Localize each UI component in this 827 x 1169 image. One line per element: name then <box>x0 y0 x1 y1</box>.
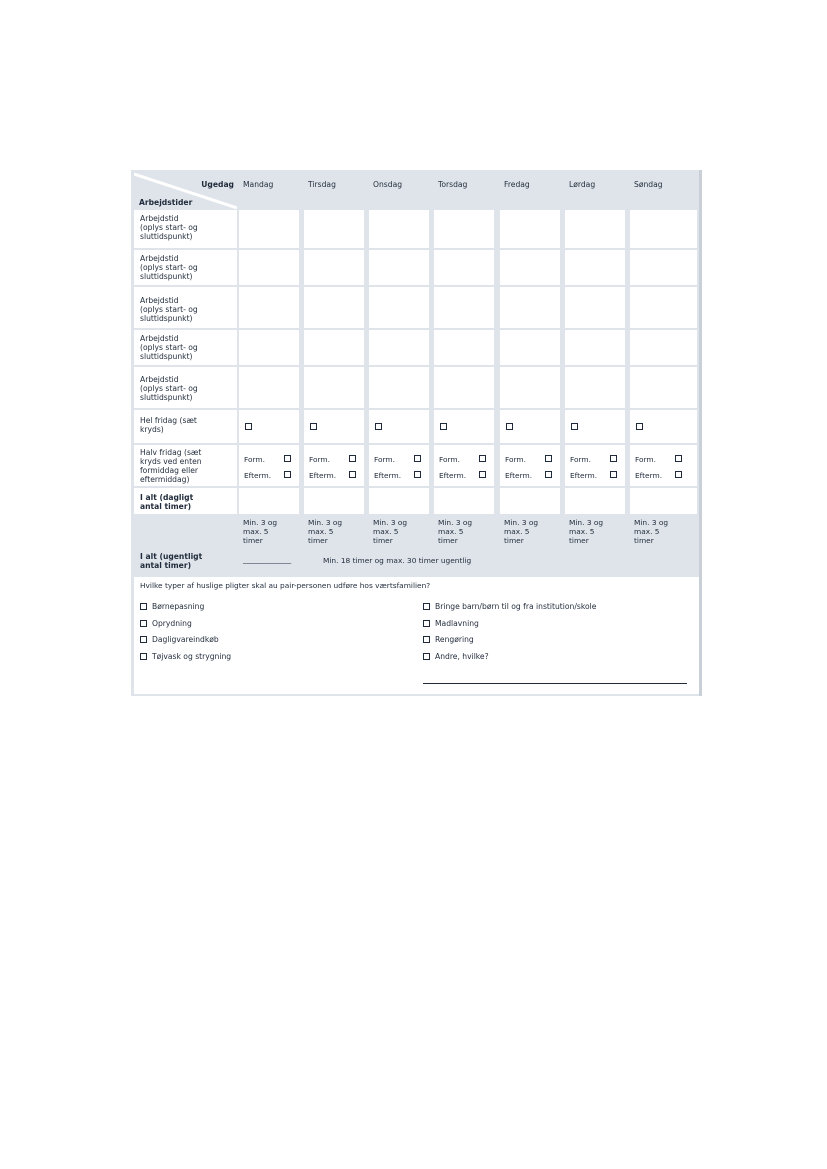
worktime-input[interactable] <box>304 330 364 365</box>
worktime-input[interactable] <box>369 330 429 365</box>
worktime-input[interactable] <box>500 250 560 285</box>
day-off-checkbox[interactable] <box>310 423 317 430</box>
half-day-off-label-cell <box>134 445 237 486</box>
weekly-total-label: I alt (ugentligt antal timer) <box>140 552 203 570</box>
day-off-cell <box>369 410 429 443</box>
duty-label: Oprydning <box>152 619 192 628</box>
worktime-input[interactable] <box>630 330 697 365</box>
half-day-off-cell <box>565 445 625 486</box>
duty-checkbox[interactable] <box>140 603 147 610</box>
daily-total-input[interactable] <box>565 488 625 514</box>
duty-checkbox[interactable] <box>423 603 430 610</box>
morning-label: Form. <box>309 455 330 464</box>
worktime-input[interactable] <box>369 287 429 328</box>
duty-label: Rengøring <box>435 635 474 644</box>
day-off-checkbox[interactable] <box>375 423 382 430</box>
worktime-input[interactable] <box>304 210 364 248</box>
worktime-input[interactable] <box>434 210 494 248</box>
worktime-label: Arbejdstid (oplys start- og sluttidspunkt) <box>140 334 198 361</box>
duty-bringe-barn[interactable] <box>423 602 596 611</box>
weekday-header-label: Ugedag <box>201 180 234 189</box>
afternoon-label: Efterm. <box>244 471 272 480</box>
day-header-torsdag: Torsdag <box>438 180 468 189</box>
duty-andre[interactable] <box>423 652 489 661</box>
worktime-input[interactable] <box>500 330 560 365</box>
day-off-cell <box>565 410 625 443</box>
day-off-checkbox[interactable] <box>245 423 252 430</box>
duty-madlavning[interactable] <box>423 619 479 628</box>
afternoon-label: Efterm. <box>505 471 533 480</box>
duty-checkbox[interactable] <box>140 636 147 643</box>
day-header-lordag: Lørdag <box>569 180 596 189</box>
morning-checkbox[interactable] <box>414 455 421 462</box>
worktime-label-cell <box>134 210 237 248</box>
worktime-label-cell <box>134 287 237 328</box>
morning-checkbox[interactable] <box>284 455 291 462</box>
half-day-off-label: Halv fridag (sæt kryds ved enten formiddag eller eftermiddag) <box>140 448 202 484</box>
worktime-input[interactable] <box>239 330 299 365</box>
worktime-input[interactable] <box>239 250 299 285</box>
half-day-off-cell <box>500 445 560 486</box>
afternoon-checkbox[interactable] <box>675 471 682 478</box>
afternoon-label: Efterm. <box>439 471 467 480</box>
half-day-off-cell <box>304 445 364 486</box>
daily-hint: Min. 3 og max. 5 timer <box>373 518 408 545</box>
worktime-input[interactable] <box>630 367 697 408</box>
afternoon-label: Efterm. <box>374 471 402 480</box>
weekly-total-hint: Min. 18 timer og max. 30 timer ugentlig <box>323 556 472 565</box>
afternoon-checkbox[interactable] <box>610 471 617 478</box>
worktime-input[interactable] <box>500 287 560 328</box>
duty-label: Andre, hvilke? <box>435 652 489 661</box>
worktime-input[interactable] <box>630 250 697 285</box>
day-off-checkbox[interactable] <box>636 423 643 430</box>
worktime-input[interactable] <box>239 287 299 328</box>
day-off-label: Hel fridag (sæt kryds) <box>140 416 197 434</box>
worktime-label: Arbejdstid (oplys start- og sluttidspunkt) <box>140 375 198 402</box>
daily-hint: Min. 3 og max. 5 timer <box>308 518 343 545</box>
au-pair-schedule-form <box>131 170 702 696</box>
worktime-input[interactable] <box>630 287 697 328</box>
morning-checkbox[interactable] <box>349 455 356 462</box>
morning-label: Form. <box>374 455 395 464</box>
worktime-input[interactable] <box>565 210 625 248</box>
worktime-label: Arbejdstid (oplys start- og sluttidspunkt) <box>140 296 198 323</box>
worktime-label-cell <box>134 330 237 365</box>
worktime-input[interactable] <box>434 367 494 408</box>
day-off-cell <box>434 410 494 443</box>
day-off-checkbox[interactable] <box>571 423 578 430</box>
worktime-label: Arbejdstid (oplys start- og sluttidspunkt) <box>140 214 198 241</box>
morning-label: Form. <box>439 455 460 464</box>
worktime-label-cell <box>134 250 237 285</box>
worktime-label-cell <box>134 367 237 408</box>
worktime-input[interactable] <box>239 210 299 248</box>
duty-label: Bringe barn/børn til og fra institution/skole <box>435 602 597 611</box>
duty-tojvask[interactable] <box>140 652 231 661</box>
daily-total-input[interactable] <box>304 488 364 514</box>
duty-label: Tøjvask og strygning <box>152 652 232 661</box>
daily-total-input[interactable] <box>239 488 299 514</box>
worktime-input[interactable] <box>500 210 560 248</box>
afternoon-label: Efterm. <box>309 471 337 480</box>
daily-total-label-cell <box>134 488 237 514</box>
duty-checkbox[interactable] <box>423 636 430 643</box>
duty-label: Børnepasning <box>152 602 205 611</box>
daily-total-input[interactable] <box>500 488 560 514</box>
day-header-onsdag: Onsdag <box>373 180 403 189</box>
worktime-input[interactable] <box>565 287 625 328</box>
daily-total-input[interactable] <box>630 488 697 514</box>
other-duties-line[interactable] <box>423 683 687 684</box>
day-off-cell <box>630 410 697 443</box>
worktime-input[interactable] <box>565 330 625 365</box>
duties-question: Hvilke typer af huslige pligter skal au pair-personen udføre hos værtsfamilien? <box>140 581 431 590</box>
worktime-input[interactable] <box>565 367 625 408</box>
day-header-tirsdag: Tirsdag <box>308 180 336 189</box>
morning-checkbox[interactable] <box>610 455 617 462</box>
afternoon-checkbox[interactable] <box>479 471 486 478</box>
weekly-total-blank[interactable]: _____________ <box>243 555 292 564</box>
daily-hint: Min. 3 og max. 5 timer <box>569 518 604 545</box>
duty-label: Dagligvareindkøb <box>152 635 219 644</box>
half-day-off-cell <box>239 445 299 486</box>
day-off-checkbox[interactable] <box>506 423 513 430</box>
afternoon-checkbox[interactable] <box>545 471 552 478</box>
worktime-input[interactable] <box>434 330 494 365</box>
daily-hint: Min. 3 og max. 5 timer <box>243 518 278 545</box>
worktime-input[interactable] <box>369 367 429 408</box>
duty-oprydning[interactable] <box>140 619 192 628</box>
day-off-cell <box>239 410 299 443</box>
worktime-input[interactable] <box>239 367 299 408</box>
duty-checkbox[interactable] <box>423 653 430 660</box>
day-header-fredag: Fredag <box>504 180 530 189</box>
worktime-input[interactable] <box>434 250 494 285</box>
afternoon-checkbox[interactable] <box>284 471 291 478</box>
afternoon-label: Efterm. <box>570 471 598 480</box>
morning-label: Form. <box>570 455 591 464</box>
duty-checkbox[interactable] <box>140 620 147 627</box>
duty-rengoring[interactable] <box>423 635 474 644</box>
morning-label: Form. <box>244 455 265 464</box>
duty-dagligvareindkob[interactable] <box>140 635 219 644</box>
worktime-input[interactable] <box>434 287 494 328</box>
daily-total-input[interactable] <box>434 488 494 514</box>
worktime-input[interactable] <box>369 210 429 248</box>
day-header-sondag: Søndag <box>634 180 663 189</box>
afternoon-label: Efterm. <box>635 471 663 480</box>
header-corner-cell <box>134 172 237 210</box>
morning-checkbox[interactable] <box>479 455 486 462</box>
day-off-checkbox[interactable] <box>440 423 447 430</box>
day-off-cell <box>304 410 364 443</box>
worktime-input[interactable] <box>304 250 364 285</box>
half-day-off-cell <box>369 445 429 486</box>
day-off-label-cell <box>134 410 237 443</box>
worktime-input[interactable] <box>304 287 364 328</box>
worktime-input[interactable] <box>304 367 364 408</box>
worktime-input[interactable] <box>630 210 697 248</box>
day-off-cell <box>500 410 560 443</box>
worktime-input[interactable] <box>369 250 429 285</box>
morning-label: Form. <box>505 455 526 464</box>
worktime-label: Arbejdstid (oplys start- og sluttidspunkt) <box>140 254 198 281</box>
duties-section <box>134 577 699 694</box>
morning-label: Form. <box>635 455 656 464</box>
day-header-mandag: Mandag <box>243 180 274 189</box>
duty-checkbox[interactable] <box>423 620 430 627</box>
daily-hint: Min. 3 og max. 5 timer <box>438 518 473 545</box>
duty-label: Madlavning <box>435 619 479 628</box>
daily-total-input[interactable] <box>369 488 429 514</box>
daily-total-label: I alt (dagligt antal timer) <box>140 493 194 511</box>
daily-hint: Min. 3 og max. 5 timer <box>634 518 669 545</box>
half-day-off-cell <box>630 445 697 486</box>
afternoon-checkbox[interactable] <box>414 471 421 478</box>
morning-checkbox[interactable] <box>675 455 682 462</box>
duty-borneposning[interactable] <box>140 602 204 611</box>
worktimes-header-label: Arbejdstider <box>139 198 193 207</box>
duty-checkbox[interactable] <box>140 653 147 660</box>
half-day-off-cell <box>434 445 494 486</box>
form-edge <box>699 170 702 696</box>
worktime-input[interactable] <box>500 367 560 408</box>
afternoon-checkbox[interactable] <box>349 471 356 478</box>
morning-checkbox[interactable] <box>545 455 552 462</box>
daily-hint: Min. 3 og max. 5 timer <box>504 518 539 545</box>
worktime-input[interactable] <box>565 250 625 285</box>
